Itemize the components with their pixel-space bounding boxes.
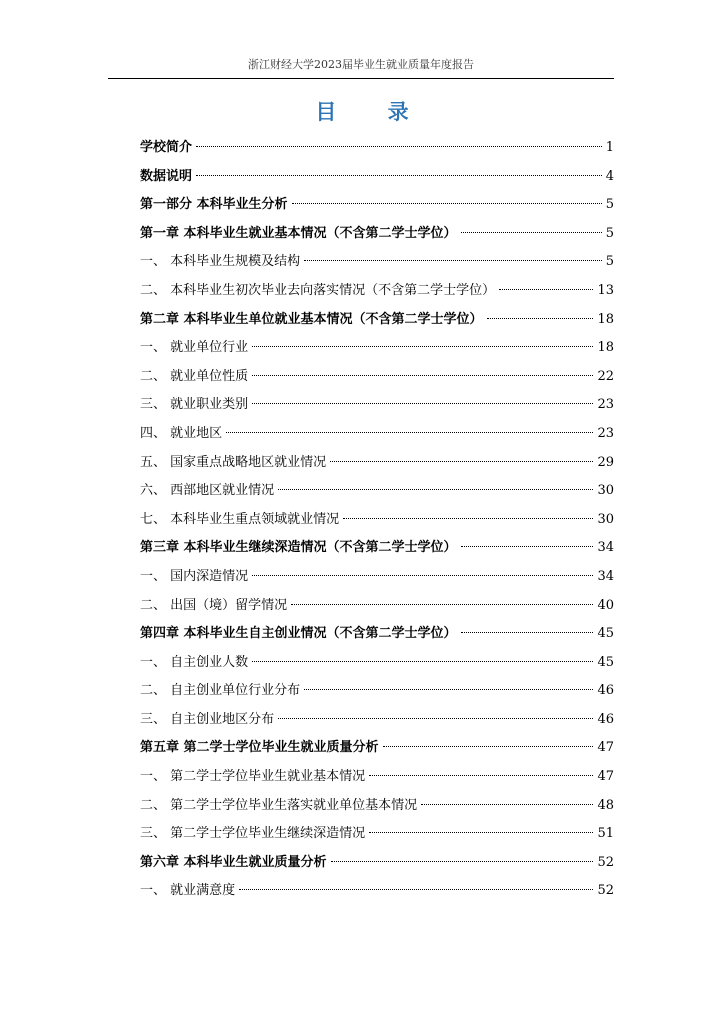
toc-entry-page-number: 40: [597, 597, 614, 613]
toc-entry-title: 二、 自主创业单位行业分布: [140, 683, 301, 699]
toc-entry-page-number: 34: [597, 540, 614, 556]
toc-dot-leader: [252, 403, 593, 404]
toc-entry-page-number: 47: [597, 740, 614, 756]
toc-entry-title: 一、 就业单位行业: [140, 340, 249, 356]
toc-entry[interactable]: [140, 391, 614, 420]
toc-dot-leader: [499, 289, 593, 290]
toc-entry[interactable]: [140, 877, 614, 906]
toc-entry[interactable]: [140, 649, 614, 678]
toc-entry[interactable]: [140, 163, 614, 192]
toc-entry-page-number: 30: [597, 483, 614, 499]
toc-entry-title: 学校简介: [140, 140, 193, 155]
toc-dot-leader: [304, 260, 602, 261]
toc-entry[interactable]: [140, 248, 614, 277]
toc-dot-leader: [252, 375, 593, 376]
toc-entry-page-number: 46: [597, 711, 614, 727]
toc-entry-page-number: 51: [597, 826, 614, 842]
toc-entry[interactable]: [140, 277, 614, 306]
toc-entry[interactable]: [140, 820, 614, 849]
toc-entry-title: 三、 就业职业类别: [140, 397, 249, 413]
toc-entry-page-number: 13: [597, 282, 614, 298]
toc-entry-page-number: 52: [597, 854, 614, 870]
toc-entry[interactable]: [140, 363, 614, 392]
toc-dot-leader: [226, 432, 593, 433]
toc-entry[interactable]: [140, 420, 614, 449]
toc-entry-page-number: 4: [605, 168, 614, 184]
toc-dot-leader: [330, 461, 593, 462]
toc-dot-leader: [196, 175, 602, 176]
toc-dot-leader: [239, 889, 593, 890]
toc-entry-title: 第三章 本科毕业生继续深造情况（不含第二学士学位）: [140, 540, 457, 556]
toc-entry-page-number: 45: [597, 654, 614, 670]
toc-dot-leader: [292, 203, 602, 204]
toc-entry-page-number: 5: [605, 197, 614, 213]
toc-entry-title: 三、 自主创业地区分布: [140, 711, 275, 727]
toc-entry-page-number: 5: [605, 225, 614, 241]
toc-entry[interactable]: [140, 592, 614, 621]
toc-entry-page-number: 48: [597, 797, 614, 813]
toc-entry-title: 六、 西部地区就业情况: [140, 483, 275, 499]
toc-entry-title: 一、 第二学士学位毕业生就业基本情况: [140, 769, 366, 785]
toc-dot-leader: [343, 518, 593, 519]
toc-entry[interactable]: [140, 477, 614, 506]
toc-dot-leader: [196, 146, 602, 147]
toc-entry[interactable]: [140, 620, 614, 649]
toc-entry-page-number: 30: [597, 511, 614, 527]
toc-entry-title: 第一部分 本科毕业生分析: [140, 197, 288, 213]
toc-dot-leader: [461, 232, 602, 233]
toc-entry-title: 数据说明: [140, 168, 193, 184]
toc-entry-title: 四、 就业地区: [140, 425, 223, 441]
toc-entry[interactable]: [140, 506, 614, 535]
toc-dot-leader: [369, 775, 593, 776]
toc-entry[interactable]: [140, 191, 614, 220]
toc-dot-leader: [252, 661, 593, 662]
toc-entry[interactable]: [140, 706, 614, 735]
toc-entry-page-number: 18: [597, 311, 614, 327]
toc-entry[interactable]: [140, 849, 614, 878]
toc-entry-page-number: 18: [597, 340, 614, 356]
toc-entry[interactable]: [140, 763, 614, 792]
toc-entry-title: 第六章 本科毕业生就业质量分析: [140, 854, 327, 870]
toc-entry-page-number: 23: [597, 397, 614, 413]
toc-entry-title: 七、 本科毕业生重点领域就业情况: [140, 511, 340, 527]
toc-entry-page-number: 23: [597, 425, 614, 441]
toc-entry-title: 第二章 本科毕业生单位就业基本情况（不含第二学士学位）: [140, 311, 483, 327]
running-header: 浙江财经大学2023届毕业生就业质量年度报告: [108, 52, 614, 79]
toc-entry[interactable]: [140, 563, 614, 592]
toc-entry-page-number: 5: [605, 254, 614, 270]
toc-entry[interactable]: [140, 134, 614, 163]
toc-entry-page-number: 22: [597, 368, 614, 384]
toc-dot-leader: [278, 718, 593, 719]
toc-entry[interactable]: [140, 220, 614, 249]
toc-dot-leader: [487, 318, 594, 319]
toc-entry-title: 二、 本科毕业生初次毕业去向落实情况（不含第二学士学位）: [140, 282, 496, 298]
toc-dot-leader: [331, 861, 594, 862]
toc-entry-page-number: 47: [597, 769, 614, 785]
toc-entry-page-number: 34: [597, 568, 614, 584]
toc-entry-title: 一、 就业满意度: [140, 883, 236, 899]
toc-entry-title: 二、 就业单位性质: [140, 368, 249, 384]
toc-dot-leader: [252, 575, 593, 576]
toc-entry-page-number: 1: [605, 140, 614, 155]
toc-entry[interactable]: [140, 449, 614, 478]
toc-entry[interactable]: [140, 792, 614, 821]
toc-entry-title: 第五章 第二学士学位毕业生就业质量分析: [140, 740, 379, 756]
toc-entry-title: 三、 第二学士学位毕业生继续深造情况: [140, 826, 366, 842]
toc-entry[interactable]: [140, 306, 614, 335]
toc-dot-leader: [369, 832, 593, 833]
toc-entry-page-number: 45: [597, 626, 614, 642]
toc-dot-leader: [252, 346, 593, 347]
toc-entry-title: 第一章 本科毕业生就业基本情况（不含第二学士学位）: [140, 225, 457, 241]
toc-entry-title: 一、 自主创业人数: [140, 654, 249, 670]
toc-entry-title: 一、 本科毕业生规模及结构: [140, 254, 301, 270]
toc-entry-title: 第四章 本科毕业生自主创业情况（不含第二学士学位）: [140, 626, 457, 642]
toc-dot-leader: [383, 746, 594, 747]
toc-entry-title: 一、 国内深造情况: [140, 568, 249, 584]
toc-entry-page-number: 52: [597, 883, 614, 899]
toc-entry[interactable]: [140, 734, 614, 763]
toc-entry-title: 二、 第二学士学位毕业生落实就业单位基本情况: [140, 797, 418, 813]
toc-dot-leader: [421, 804, 593, 805]
toc-dot-leader: [461, 546, 594, 547]
toc-entry[interactable]: [140, 677, 614, 706]
toc-entry-page-number: 29: [597, 454, 614, 470]
toc-dot-leader: [278, 489, 593, 490]
toc-entry[interactable]: [140, 534, 614, 563]
toc-dot-leader: [461, 632, 594, 633]
toc-dot-leader: [304, 689, 593, 690]
toc-dot-leader: [291, 604, 593, 605]
toc-entry[interactable]: [140, 334, 614, 363]
toc-entry-title: 五、 国家重点战略地区就业情况: [140, 454, 327, 470]
table-of-contents: [140, 134, 614, 906]
toc-entry-title: 二、 出国（境）留学情况: [140, 597, 288, 613]
toc-entry-page-number: 46: [597, 683, 614, 699]
page-title: 目 录: [315, 100, 431, 124]
